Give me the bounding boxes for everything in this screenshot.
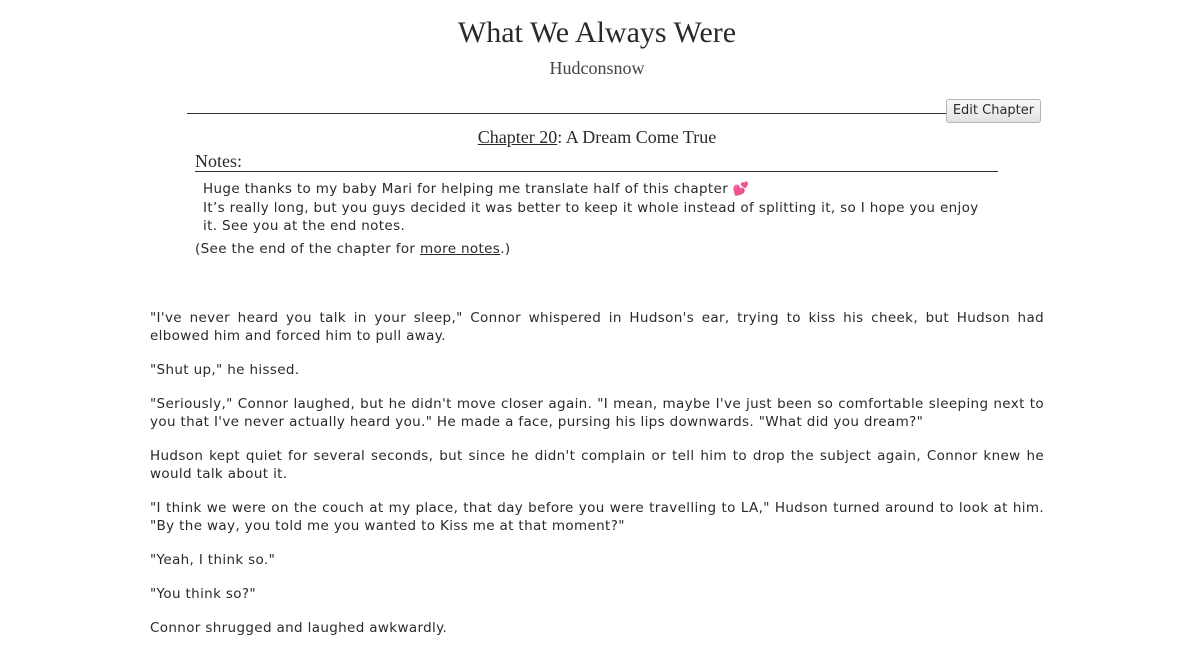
notes-text: Huge thanks to my baby Mari for helping me translate half of this chapter (203, 181, 729, 197)
chapter-heading (0, 127, 1194, 148)
story-paragraph: Hudson kept quiet for several seconds, but since he didn't complain or tell him to drop the subject again, Connor knew he would talk about it. (150, 448, 1044, 482)
story-paragraph: "Shut up," he hissed. (150, 362, 300, 378)
story-text (150, 309, 1044, 653)
heart-emoji-icon: 💕 (732, 182, 750, 197)
see-end-suffix: .) (500, 241, 511, 257)
story-paragraph: "Yeah, I think so." (150, 552, 276, 568)
story-paragraph: Connor shrugged and laughed awkwardly. (150, 620, 448, 636)
work-author[interactable]: Hudconsnow (549, 58, 645, 78)
notes-line: It’s really long, but you guys decided it was better to keep it whole instead of splitting it, so I hope you enjoy it. See you at the end notes. (203, 200, 979, 234)
chapter-link[interactable]: Chapter 20 (477, 127, 558, 147)
chapter-title: : A Dream Come True (557, 127, 717, 147)
header-divider (187, 113, 947, 114)
notes-body (203, 180, 983, 235)
see-end-notes (195, 241, 510, 257)
story-paragraph: "Seriously," Connor laughed, but he didn't move closer again. "I mean, maybe I've just been so comfortable sleeping next to you that I've never actually heard you." He made a face, pursing his lips downwards. "What did you dream?" (150, 396, 1044, 430)
work-title: What We Always Were (457, 16, 737, 49)
edit-chapter-button[interactable]: Edit Chapter (946, 99, 1041, 123)
more-notes-link[interactable]: more notes (419, 241, 501, 257)
notes-heading: Notes: (195, 152, 998, 172)
story-paragraph: "You think so?" (150, 586, 256, 602)
story-paragraph: "I've never heard you talk in your sleep," Connor whispered in Hudson's ear, trying to kiss his cheek, but Hudson had elbowed him and forced him to pull away. (150, 310, 1044, 344)
story-paragraph: "I think we were on the couch at my place, that day before you were travelling to LA," Hudson turned around to look at him. "By the way, you told me you wanted to Kiss me at that moment?" (150, 500, 1044, 534)
see-end-prefix: (See the end of the chapter for (195, 241, 420, 257)
notes-line (203, 180, 983, 199)
